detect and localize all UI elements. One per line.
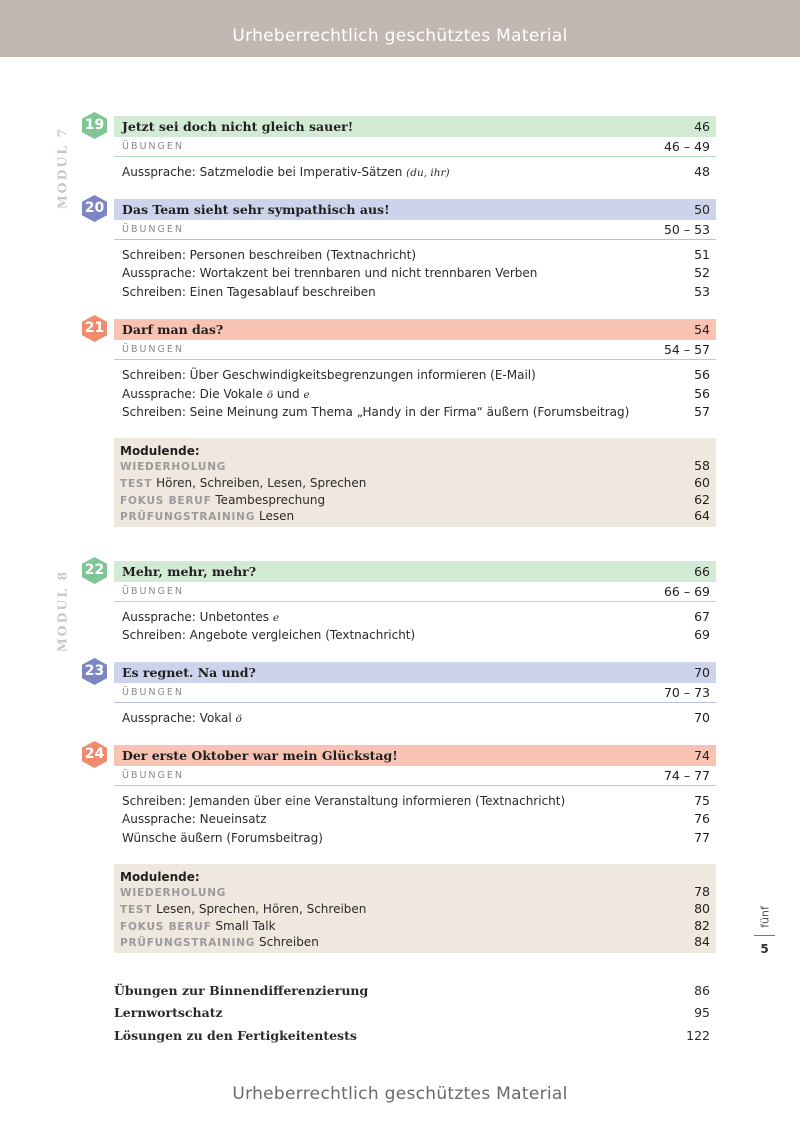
chapter-page: 54 xyxy=(694,322,710,337)
modulende-row: FOKUS BERUF Small Talk 82 xyxy=(120,918,710,933)
chapter-page: 66 xyxy=(694,564,710,579)
chapter-number-badge: 24 xyxy=(82,741,107,768)
chapter-number-badge: 22 xyxy=(82,557,107,584)
uebungen-row: ÜBUNGEN 46 – 49 xyxy=(114,137,716,157)
module-label-8: MODUL 8 xyxy=(54,569,70,653)
modulende-box xyxy=(114,864,716,953)
toc-entry: Schreiben: Einen Tagesablauf beschreiben 53 xyxy=(122,284,710,299)
uebungen-row: ÜBUNGEN 74 – 77 xyxy=(114,766,716,786)
chapter-24-title-bar xyxy=(114,745,716,766)
page-number: 5 xyxy=(760,942,769,956)
uebungen-row: ÜBUNGEN 66 – 69 xyxy=(114,582,716,602)
toc-entry: Schreiben: Jemanden über eine Veranstaltung informieren (Textnachricht) 75 xyxy=(122,793,710,808)
modulende-row: TEST Lesen, Sprechen, Hören, Schreiben 80 xyxy=(120,901,710,916)
chapter-23-title-bar xyxy=(114,662,716,683)
modulende-row: WIEDERHOLUNG 58 xyxy=(120,458,710,473)
toc-entry: Schreiben: Über Geschwindigkeitsbegrenzungen informieren (E-Mail) 56 xyxy=(122,367,710,382)
toc-entry: Schreiben: Angebote vergleichen (Textnachricht) 69 xyxy=(122,627,710,642)
chapter-number-badge: 19 xyxy=(82,112,107,139)
chapter-number-badge: 21 xyxy=(82,315,107,342)
modulende-heading: Modulende: xyxy=(120,444,200,458)
modulende-row: TEST Hören, Schreiben, Lesen, Sprechen 60 xyxy=(120,475,710,490)
chapter-page: 74 xyxy=(694,748,710,763)
modulende-row: PRÜFUNGSTRAINING Lesen 64 xyxy=(120,508,710,523)
watermark-top: Urheberrechtlich geschütztes Material xyxy=(0,0,800,57)
watermark-bottom: Urheberrechtlich geschütztes Material xyxy=(232,1084,568,1104)
uebungen-row: ÜBUNGEN 50 – 53 xyxy=(114,220,716,240)
toc-entry: Aussprache: Satzmelodie bei Imperativ-Sätzen (du, ihr) 48 xyxy=(122,164,710,179)
chapter-number-badge: 20 xyxy=(82,195,107,222)
chapter-title: Der erste Oktober war mein Glückstag! xyxy=(122,748,398,763)
toc-entry: Aussprache: Neueinsatz 76 xyxy=(122,811,710,826)
toc-entry: Aussprache: Die Vokale ö und e 56 xyxy=(122,386,710,401)
modulende-row: WIEDERHOLUNG 78 xyxy=(120,884,710,899)
modulende-row: PRÜFUNGSTRAINING Schreiben 84 xyxy=(120,934,710,949)
chapter-title: Das Team sieht sehr sympathisch aus! xyxy=(122,202,390,217)
modulende-box xyxy=(114,438,716,527)
modulende-row: FOKUS BERUF Teambesprechung 62 xyxy=(120,492,710,507)
uebungen-row: ÜBUNGEN 70 – 73 xyxy=(114,683,716,703)
toc-entry: Schreiben: Personen beschreiben (Textnachricht) 51 xyxy=(122,247,710,262)
chapter-22-title-bar xyxy=(114,561,716,582)
chapter-title: Darf man das? xyxy=(122,322,224,337)
module-label-7: MODUL 7 xyxy=(54,126,70,210)
page-number-word: fünf xyxy=(758,906,772,928)
back-matter-entry: Lernwortschatz 95 xyxy=(114,1005,710,1020)
chapter-page: 70 xyxy=(694,665,710,680)
uebungen-row: ÜBUNGEN 54 – 57 xyxy=(114,340,716,360)
page-number-divider xyxy=(754,935,775,936)
toc-entry: Aussprache: Unbetontes e 67 xyxy=(122,609,710,624)
modulende-heading: Modulende: xyxy=(120,870,200,884)
toc-entry: Schreiben: Seine Meinung zum Thema „Handy in der Firma“ äußern (Forumsbeitrag) 57 xyxy=(122,404,710,419)
chapter-title: Mehr, mehr, mehr? xyxy=(122,564,257,579)
chapter-number-badge: 23 xyxy=(82,658,107,685)
chapter-title: Es regnet. Na und? xyxy=(122,665,256,680)
chapter-page: 46 xyxy=(694,119,710,134)
toc-entry: Aussprache: Wortakzent bei trennbaren und nicht trennbaren Verben 52 xyxy=(122,265,710,280)
chapter-page: 50 xyxy=(694,202,710,217)
back-matter-entry: Übungen zur Binnendifferenzierung 86 xyxy=(114,983,710,998)
chapter-title: Jetzt sei doch nicht gleich sauer! xyxy=(122,119,354,134)
toc-entry: Wünsche äußern (Forumsbeitrag) 77 xyxy=(122,830,710,845)
toc-entry: Aussprache: Vokal ö 70 xyxy=(122,710,710,725)
chapter-21-title-bar xyxy=(114,319,716,340)
chapter-19-title-bar xyxy=(114,116,716,137)
chapter-20-title-bar xyxy=(114,199,716,220)
back-matter-entry: Lösungen zu den Fertigkeitentests 122 xyxy=(114,1028,710,1043)
